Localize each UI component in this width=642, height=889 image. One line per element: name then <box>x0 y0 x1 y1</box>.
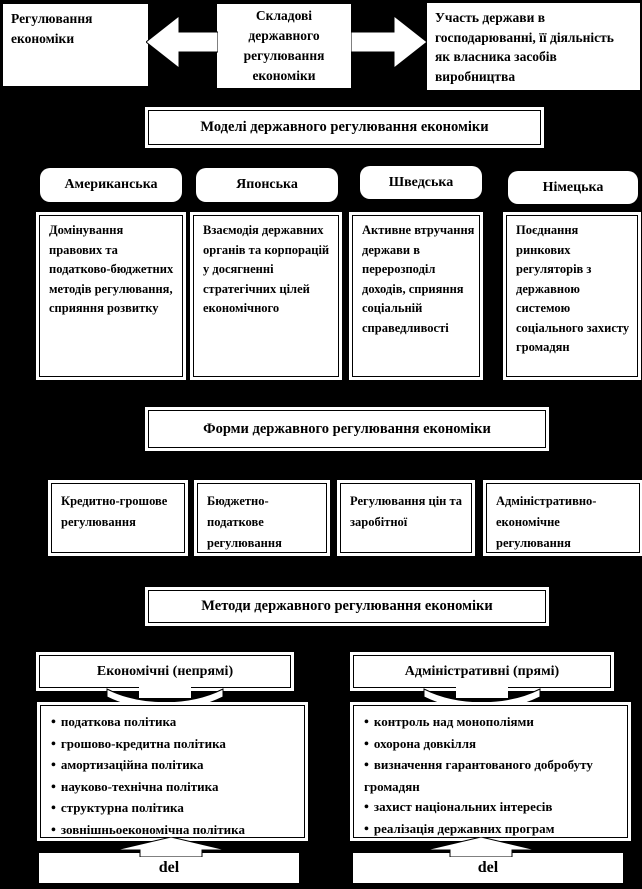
model-desc-german <box>506 215 638 377</box>
bullet-icon: • <box>51 822 56 838</box>
model-desc-swedish <box>352 215 480 377</box>
economic-methods-list <box>40 705 305 838</box>
model-desc-swedish-text: Активне втручання держави в перерозподіл доходів, сприяння соціальній справедливості <box>362 223 475 335</box>
bullet-icon: • <box>51 758 56 773</box>
model-american-label: Американська <box>64 177 158 192</box>
bullet-icon: • <box>51 779 56 795</box>
model-desc-american <box>39 215 183 377</box>
form-box-price-wage <box>340 483 472 553</box>
model-swedish-label: Шведська <box>388 174 454 190</box>
list-item: • грошово-кредитна політика <box>51 735 226 752</box>
administrative-methods-header <box>353 655 611 688</box>
model-desc-german-text: Поєднання ринкових регуляторів з державною системою соціального захисту громадян <box>516 223 630 354</box>
list-item: • охорона довкілля <box>364 735 477 752</box>
form-credit-money-label: Кредитно-грошове регулювання <box>61 494 168 529</box>
economic-del-label: del <box>158 859 180 876</box>
form-box-credit-money <box>51 483 185 553</box>
form-box-budget-tax <box>197 483 327 553</box>
model-desc-japanese <box>193 215 339 377</box>
model-box-german <box>508 171 638 204</box>
form-admin-economic-label: Адміністративно-економічне регулювання <box>496 494 597 550</box>
list-item: • амортизаційна політика <box>51 757 204 773</box>
list-item: • захист національних інтересів <box>364 799 553 815</box>
administrative-methods-list <box>353 705 628 838</box>
bullet-icon: • <box>51 801 56 816</box>
methods-header-label: Методи державного регулювання економіки <box>201 598 493 614</box>
up-arrow-icon <box>116 837 226 857</box>
model-desc-japanese-text: Взаємодія державних органів та корпорацій у досягненні стратегічних цілей економічного <box>203 223 330 315</box>
list-item: • податкова політика <box>51 714 177 730</box>
form-price-wage-label: Регулювання цін та заробітної <box>350 494 463 529</box>
arrow-left-icon <box>146 13 218 71</box>
bullet-icon: • <box>51 736 56 752</box>
arrow-right-icon <box>351 13 427 71</box>
models-header-label: Моделі державного регулювання економіки <box>200 119 489 135</box>
economic-methods-title: Економічні (непрямі) <box>96 663 234 679</box>
model-japanese-label: Японська <box>236 177 298 192</box>
model-box-american <box>40 168 182 202</box>
model-box-swedish <box>360 166 482 199</box>
form-box-admin-economic <box>486 483 640 553</box>
bullet-icon: • <box>364 715 369 730</box>
model-german-label: Німецька <box>542 179 604 195</box>
forms-header-bar <box>148 410 546 448</box>
list-item: • реалізація державних програм <box>364 820 555 837</box>
bullet-icon: • <box>364 800 369 815</box>
bullet-icon: • <box>364 736 369 752</box>
list-item: • структурна політика <box>51 800 184 816</box>
administrative-del-label: del <box>477 859 499 876</box>
forms-header-label: Форми державного регулювання економіки <box>203 420 491 437</box>
regulation-economy-box <box>3 4 148 86</box>
form-budget-tax-label: Бюджетно-податкове регулювання <box>207 494 282 550</box>
models-header-bar <box>148 110 541 145</box>
model-desc-american-text: Домінування правових та податково-бюджетних методів регулювання, сприяння розвитку <box>49 223 174 315</box>
list-item: • визначення гарантованого добробуту громадян <box>364 757 593 794</box>
economic-del-box <box>39 853 299 883</box>
administrative-methods-title: Адміністративні (прямі) <box>404 663 560 679</box>
administrative-del-box <box>353 853 623 883</box>
bullet-icon: • <box>364 821 369 837</box>
state-participation-box <box>427 3 640 90</box>
economic-methods-header <box>39 655 291 688</box>
bullet-icon: • <box>51 715 56 730</box>
list-item: • контроль над монополіями <box>364 714 534 730</box>
list-item: • науково-технічна політика <box>51 778 219 795</box>
components-box <box>217 4 351 88</box>
regulation-economy-label: Регулювання економіки <box>11 11 93 46</box>
components-label: Складові державного регулювання економіки <box>243 8 325 83</box>
list-item: • зовнішньоекономічна політика <box>51 821 245 838</box>
model-box-japanese <box>196 168 338 202</box>
methods-header-bar <box>148 590 546 623</box>
up-arrow-icon <box>426 837 536 857</box>
state-participation-label: Участь держави в господарюванні, її діяльність як власника засобів виробництва <box>435 10 614 84</box>
bullet-icon: • <box>364 758 369 773</box>
